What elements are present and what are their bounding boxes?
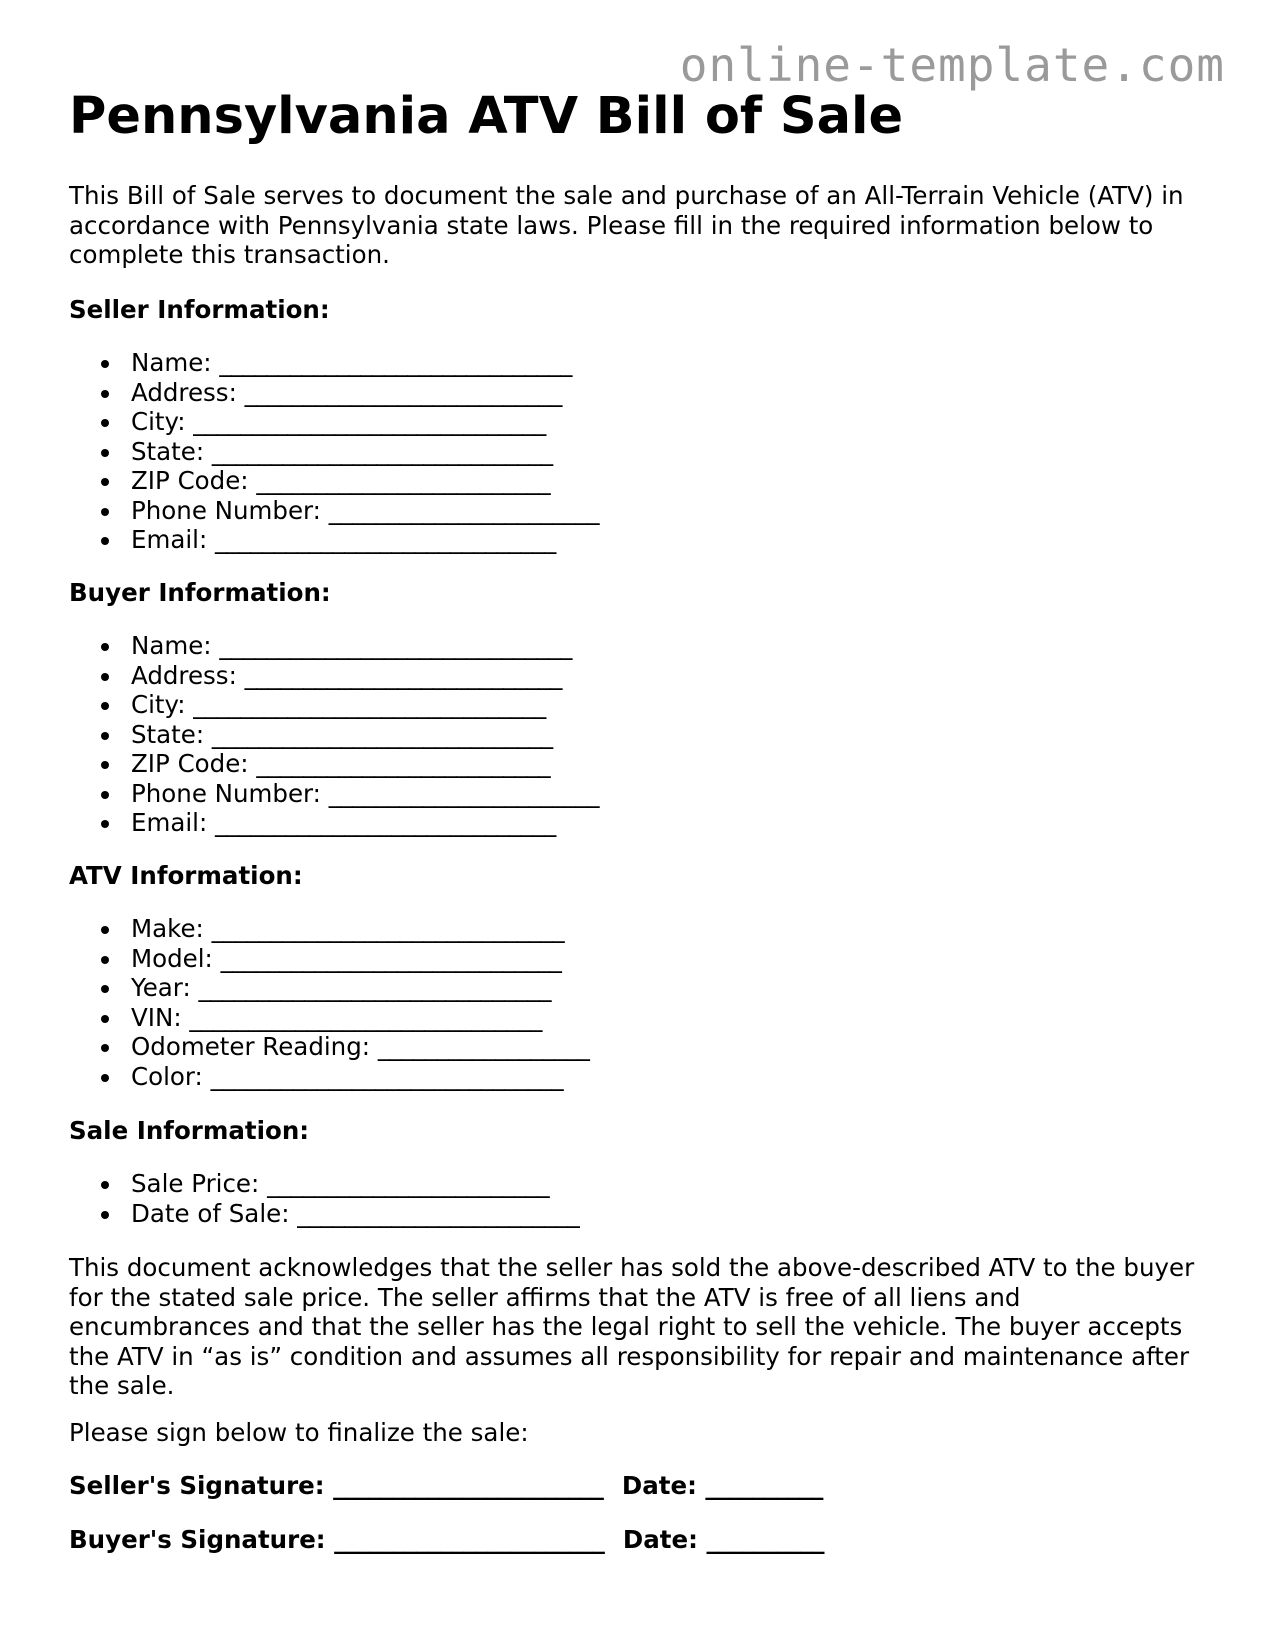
- seller-zip-field[interactable]: [131, 466, 599, 496]
- buyer-signature-row: [69, 1525, 824, 1555]
- atv-fields-list: [131, 914, 589, 1091]
- buyer-signature-label: Buyer's Signature:: [69, 1525, 326, 1554]
- fill-line[interactable]: ________________________: [297, 1198, 580, 1228]
- sale-price-field[interactable]: [131, 1169, 579, 1199]
- fill-line[interactable]: ______________________________: [219, 348, 572, 377]
- buyer-city-field[interactable]: [131, 690, 599, 720]
- fill-line[interactable]: _________________________: [256, 466, 551, 495]
- buyer-zip-field[interactable]: [131, 749, 599, 779]
- watermark: online-template.com: [679, 38, 1225, 92]
- fill-line[interactable]: _____________________________: [211, 719, 553, 749]
- atv-year-field[interactable]: [131, 973, 589, 1003]
- sale-date-field[interactable]: [131, 1199, 579, 1229]
- seller-fields-list: [131, 348, 599, 555]
- fill-line[interactable]: ______________________________: [211, 914, 565, 943]
- buyer-signature-line[interactable]: _______________________: [334, 1525, 605, 1554]
- field-label: Address:: [131, 660, 237, 690]
- atv-make-field[interactable]: [131, 914, 589, 944]
- seller-phone-field[interactable]: [131, 496, 599, 526]
- field-label: Email:: [131, 525, 208, 554]
- fill-line[interactable]: _____________________________: [215, 808, 556, 837]
- seller-signature-row: [69, 1471, 823, 1501]
- intro-paragraph: This Bill of Sale serves to document the sale and purchase of an All-Terrain Vehicle (ATV) in accordance with Pennsylvania state laws. Please fill in the required information below to complete this transaction.: [69, 181, 1184, 269]
- page-title: Pennsylvania ATV Bill of Sale: [69, 87, 904, 146]
- field-label: Name:: [131, 348, 212, 377]
- fill-line[interactable]: ______________________________: [193, 690, 546, 719]
- seller-address-field[interactable]: [131, 378, 599, 408]
- atv-vin-field[interactable]: [131, 1003, 589, 1033]
- field-label: Phone Number:: [131, 495, 321, 525]
- field-label: Sale Price:: [131, 1169, 260, 1198]
- seller-state-field[interactable]: [131, 437, 599, 467]
- field-label: Model:: [131, 943, 213, 973]
- fill-line[interactable]: _________________________: [256, 749, 551, 778]
- seller-section-heading: Seller Information:: [69, 295, 330, 324]
- seller-email-field[interactable]: [131, 525, 599, 555]
- buyer-date-line[interactable]: __________: [706, 1525, 824, 1554]
- field-label: City:: [131, 690, 186, 719]
- fill-line[interactable]: _____________________________: [215, 525, 556, 554]
- sign-prompt: Please sign below to finalize the sale:: [69, 1418, 529, 1447]
- seller-city-field[interactable]: [131, 407, 599, 437]
- buyer-date-label: Date:: [622, 1525, 698, 1554]
- seller-date-label: Date:: [621, 1471, 697, 1500]
- sale-fields-list: [131, 1169, 579, 1228]
- acknowledgement-paragraph: This document acknowledges that the seller has sold the above-described ATV to the buyer for the stated sale price. The seller affirms that the ATV is free of all liens and encumbrances and that the seller has the legal right to sell the vehicle. The buyer accepts the ATV in “as is” condition and assumes all responsibility for repair and maintenance after the sale.: [69, 1253, 1195, 1400]
- field-label: State:: [131, 719, 205, 749]
- field-label: ZIP Code:: [131, 749, 249, 778]
- fill-line[interactable]: ______________________________: [189, 1002, 542, 1032]
- buyer-section-heading: Buyer Information:: [69, 578, 331, 607]
- field-label: Name:: [131, 631, 212, 660]
- field-label: Email:: [131, 808, 208, 837]
- atv-model-field[interactable]: [131, 944, 589, 974]
- field-label: Make:: [131, 914, 204, 943]
- buyer-fields-list: [131, 631, 599, 838]
- fill-line[interactable]: ______________________________: [219, 631, 572, 660]
- fill-line[interactable]: ___________________________: [244, 377, 562, 407]
- field-label: Phone Number:: [131, 778, 321, 808]
- field-label: Address:: [131, 377, 237, 407]
- buyer-name-field[interactable]: [131, 631, 599, 661]
- atv-section-heading: ATV Information:: [69, 861, 303, 890]
- seller-name-field[interactable]: [131, 348, 599, 378]
- fill-line[interactable]: _____________________________: [211, 436, 553, 466]
- sale-section-heading: Sale Information:: [69, 1116, 310, 1145]
- seller-signature-line[interactable]: _______________________: [333, 1471, 604, 1500]
- fill-line[interactable]: ______________________________: [193, 407, 546, 436]
- buyer-phone-field[interactable]: [131, 779, 599, 809]
- atv-odometer-field[interactable]: [131, 1032, 589, 1062]
- buyer-address-field[interactable]: [131, 661, 599, 691]
- fill-line[interactable]: ___________________________: [244, 660, 562, 690]
- fill-line[interactable]: ______________________________: [198, 973, 551, 1002]
- fill-line[interactable]: _______________________: [328, 495, 599, 525]
- atv-color-field[interactable]: [131, 1062, 589, 1092]
- field-label: Odometer Reading:: [131, 1032, 371, 1061]
- fill-line[interactable]: _______________________: [328, 778, 599, 808]
- field-label: State:: [131, 436, 205, 466]
- field-label: City:: [131, 407, 186, 436]
- field-label: Color:: [131, 1061, 203, 1091]
- field-label: VIN:: [131, 1002, 182, 1032]
- fill-line[interactable]: ______________________________: [210, 1061, 564, 1091]
- field-label: Date of Sale:: [131, 1198, 290, 1228]
- fill-line[interactable]: __________________: [377, 1032, 590, 1061]
- field-label: ZIP Code:: [131, 466, 249, 495]
- buyer-email-field[interactable]: [131, 808, 599, 838]
- seller-signature-label: Seller's Signature:: [69, 1471, 325, 1500]
- field-label: Year:: [131, 973, 191, 1002]
- fill-line[interactable]: _____________________________: [220, 943, 562, 973]
- fill-line[interactable]: ________________________: [267, 1169, 550, 1198]
- seller-date-line[interactable]: __________: [705, 1471, 823, 1500]
- buyer-state-field[interactable]: [131, 720, 599, 750]
